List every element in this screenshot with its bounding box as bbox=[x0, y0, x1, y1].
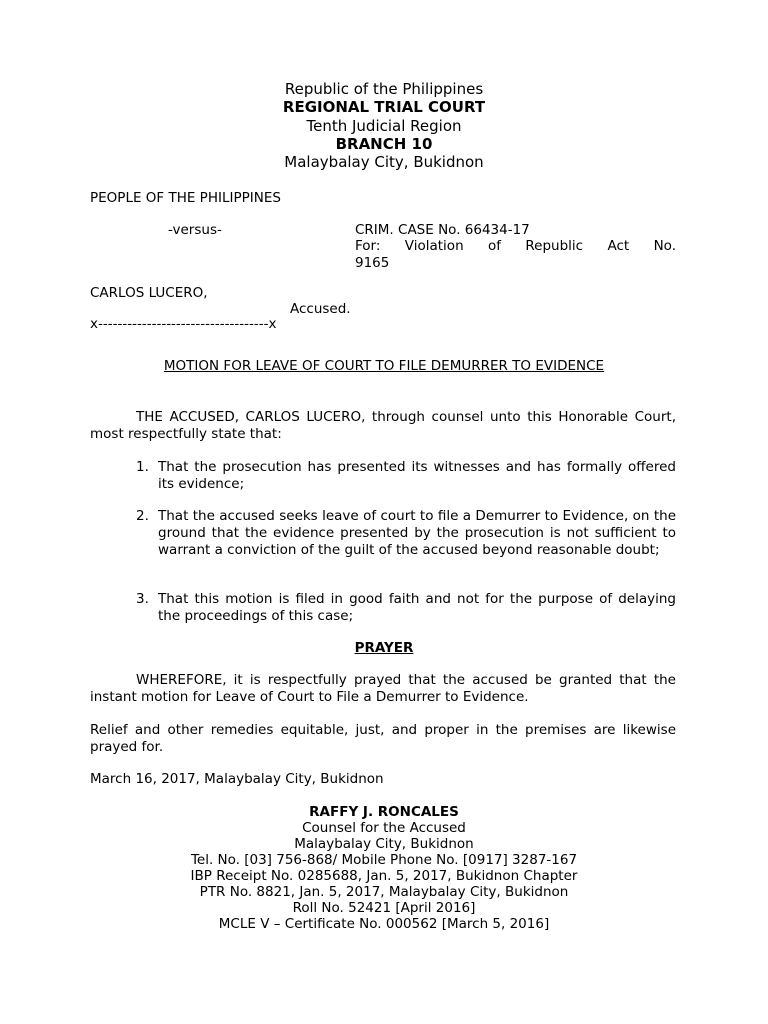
accused-name: CARLOS LUCERO, bbox=[90, 285, 208, 301]
counsel-telephone: Tel. No. [03] 756-868/ Mobile Phone No. [0917] 3287-167 bbox=[190, 852, 578, 868]
header-city: Malaybalay City, Bukidnon bbox=[284, 153, 484, 171]
list-item-number: 3. bbox=[136, 591, 149, 607]
case-number: CRIM. CASE No. 66434-17 bbox=[355, 222, 530, 238]
relief-paragraph: Relief and other remedies equitable, just, and proper in the premises are likewise prayed for. bbox=[90, 722, 676, 755]
counsel-ibp: IBP Receipt No. 0285688, Jan. 5, 2017, Bukidnon Chapter bbox=[190, 868, 578, 884]
list-item-text: That the accused seeks leave of court to file a Demurrer to Evidence, on the ground that the evidence presented by the prosecution is not sufficient to warrant a conviction of the guilt of the accused beyond reasonable doubt; bbox=[158, 508, 676, 558]
list-item-number: 2. bbox=[136, 508, 149, 524]
counsel-roll: Roll No. 52421 [April 2016] bbox=[292, 900, 476, 916]
header-region: Tenth Judicial Region bbox=[306, 117, 462, 135]
plaintiff-name: PEOPLE OF THE PHILIPPINES bbox=[90, 190, 281, 206]
header-branch: BRANCH 10 bbox=[335, 135, 433, 153]
list-item bbox=[136, 591, 676, 625]
header-court: REGIONAL TRIAL COURT bbox=[282, 98, 486, 116]
counsel-address: Malaybalay City, Bukidnon bbox=[294, 836, 474, 852]
counsel-title: Counsel for the Accused bbox=[302, 820, 466, 836]
list-item-text: That this motion is filed in good faith and not for the purpose of delaying the proceedings of this case; bbox=[158, 591, 676, 624]
prayer-heading: PRAYER bbox=[354, 640, 414, 656]
list-item bbox=[136, 459, 676, 493]
prayer-paragraph: WHEREFORE, it is respectfully prayed that the accused be granted that the instant motion for Leave of Court to File a Demurrer to Evidence. bbox=[90, 672, 676, 705]
counsel-ptr: PTR No. 8821, Jan. 5, 2017, Malaybalay City, Bukidnon bbox=[199, 884, 569, 900]
list-item bbox=[136, 508, 676, 559]
counsel-name: RAFFY J. RONCALES bbox=[309, 804, 459, 820]
motion-title: MOTION FOR LEAVE OF COURT TO FILE DEMURRER TO EVIDENCE bbox=[163, 358, 605, 374]
accused-label: Accused. bbox=[290, 301, 351, 317]
caption-separator: x-----------------------------------x bbox=[90, 316, 277, 332]
list-item-text: That the prosecution has presented its witnesses and has formally offered its evidence; bbox=[158, 459, 676, 492]
intro-paragraph: THE ACCUSED, CARLOS LUCERO, through counsel unto this Honorable Court, most respectfully state that: bbox=[90, 409, 676, 442]
list-item-number: 1. bbox=[136, 459, 149, 475]
case-charge-line1: For: Violation of Republic Act No. bbox=[355, 238, 676, 254]
header-republic: Republic of the Philippines bbox=[284, 80, 484, 98]
versus-label: -versus- bbox=[168, 222, 222, 238]
date-place: March 16, 2017, Malaybalay City, Bukidnon bbox=[90, 771, 384, 787]
case-charge-line2: 9165 bbox=[355, 255, 390, 271]
counsel-mcle: MCLE V – Certificate No. 000562 [March 5, 2016] bbox=[218, 916, 550, 932]
